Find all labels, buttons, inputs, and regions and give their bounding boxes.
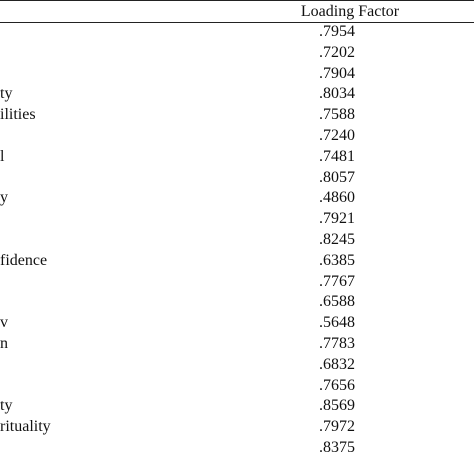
loading-factor-value: .7588 bbox=[319, 106, 355, 124]
loading-factor-table bbox=[0, 22, 474, 459]
loading-factor-value: .4860 bbox=[319, 189, 355, 207]
loading-factor-value: .6385 bbox=[319, 251, 355, 269]
loading-factor-value: .7904 bbox=[319, 64, 355, 82]
item-label: n bbox=[0, 334, 8, 352]
loading-factor-header: Loading Factor bbox=[300, 3, 400, 20]
table-row bbox=[0, 126, 474, 147]
item-label: fidence bbox=[0, 251, 48, 269]
table-row bbox=[0, 355, 474, 376]
loading-factor-value: .6588 bbox=[319, 293, 355, 311]
item-label: rituality bbox=[0, 418, 51, 436]
loading-factor-value: .8245 bbox=[319, 230, 355, 248]
table-row bbox=[0, 43, 474, 64]
table-row bbox=[0, 376, 474, 397]
loading-factor-value: .5648 bbox=[319, 314, 355, 332]
loading-factor-value: .7954 bbox=[319, 23, 355, 40]
table-row bbox=[0, 334, 474, 355]
table-row bbox=[0, 313, 474, 334]
loading-factor-value: .7783 bbox=[319, 334, 355, 352]
loading-factor-value: .7240 bbox=[319, 126, 355, 144]
loading-factor-value: .7656 bbox=[319, 376, 355, 394]
table-row bbox=[0, 84, 474, 105]
item-label: ty bbox=[0, 85, 13, 103]
table-row bbox=[0, 188, 474, 209]
loading-factor-value: .8057 bbox=[319, 168, 355, 186]
item-label: y bbox=[0, 189, 8, 207]
loading-factor-value: .7921 bbox=[319, 210, 355, 228]
table-row bbox=[0, 438, 474, 459]
table-row bbox=[0, 272, 474, 293]
table-row bbox=[0, 209, 474, 230]
table-row bbox=[0, 251, 474, 272]
item-label: v bbox=[0, 314, 8, 332]
loading-factor-value: .8375 bbox=[319, 438, 355, 456]
loading-factor-value: .8034 bbox=[319, 85, 355, 103]
table-row bbox=[0, 147, 474, 168]
table-row bbox=[0, 168, 474, 189]
item-label: ilities bbox=[0, 106, 36, 124]
loading-factor-value: .6832 bbox=[319, 355, 355, 373]
loading-factor-value: .8569 bbox=[319, 397, 355, 415]
table-row bbox=[0, 417, 474, 438]
table-row bbox=[0, 105, 474, 126]
table-row bbox=[0, 396, 474, 417]
loading-factor-value: .7481 bbox=[319, 147, 355, 165]
table-row bbox=[0, 230, 474, 251]
loading-factor-value: .7972 bbox=[319, 418, 355, 436]
item-label: l bbox=[0, 147, 5, 165]
item-label: ty bbox=[0, 397, 13, 415]
table-row bbox=[0, 64, 474, 85]
loading-factor-value: .7202 bbox=[319, 43, 355, 61]
loading-factor-value: .7767 bbox=[319, 272, 355, 290]
table-row bbox=[0, 22, 474, 43]
table-row bbox=[0, 292, 474, 313]
